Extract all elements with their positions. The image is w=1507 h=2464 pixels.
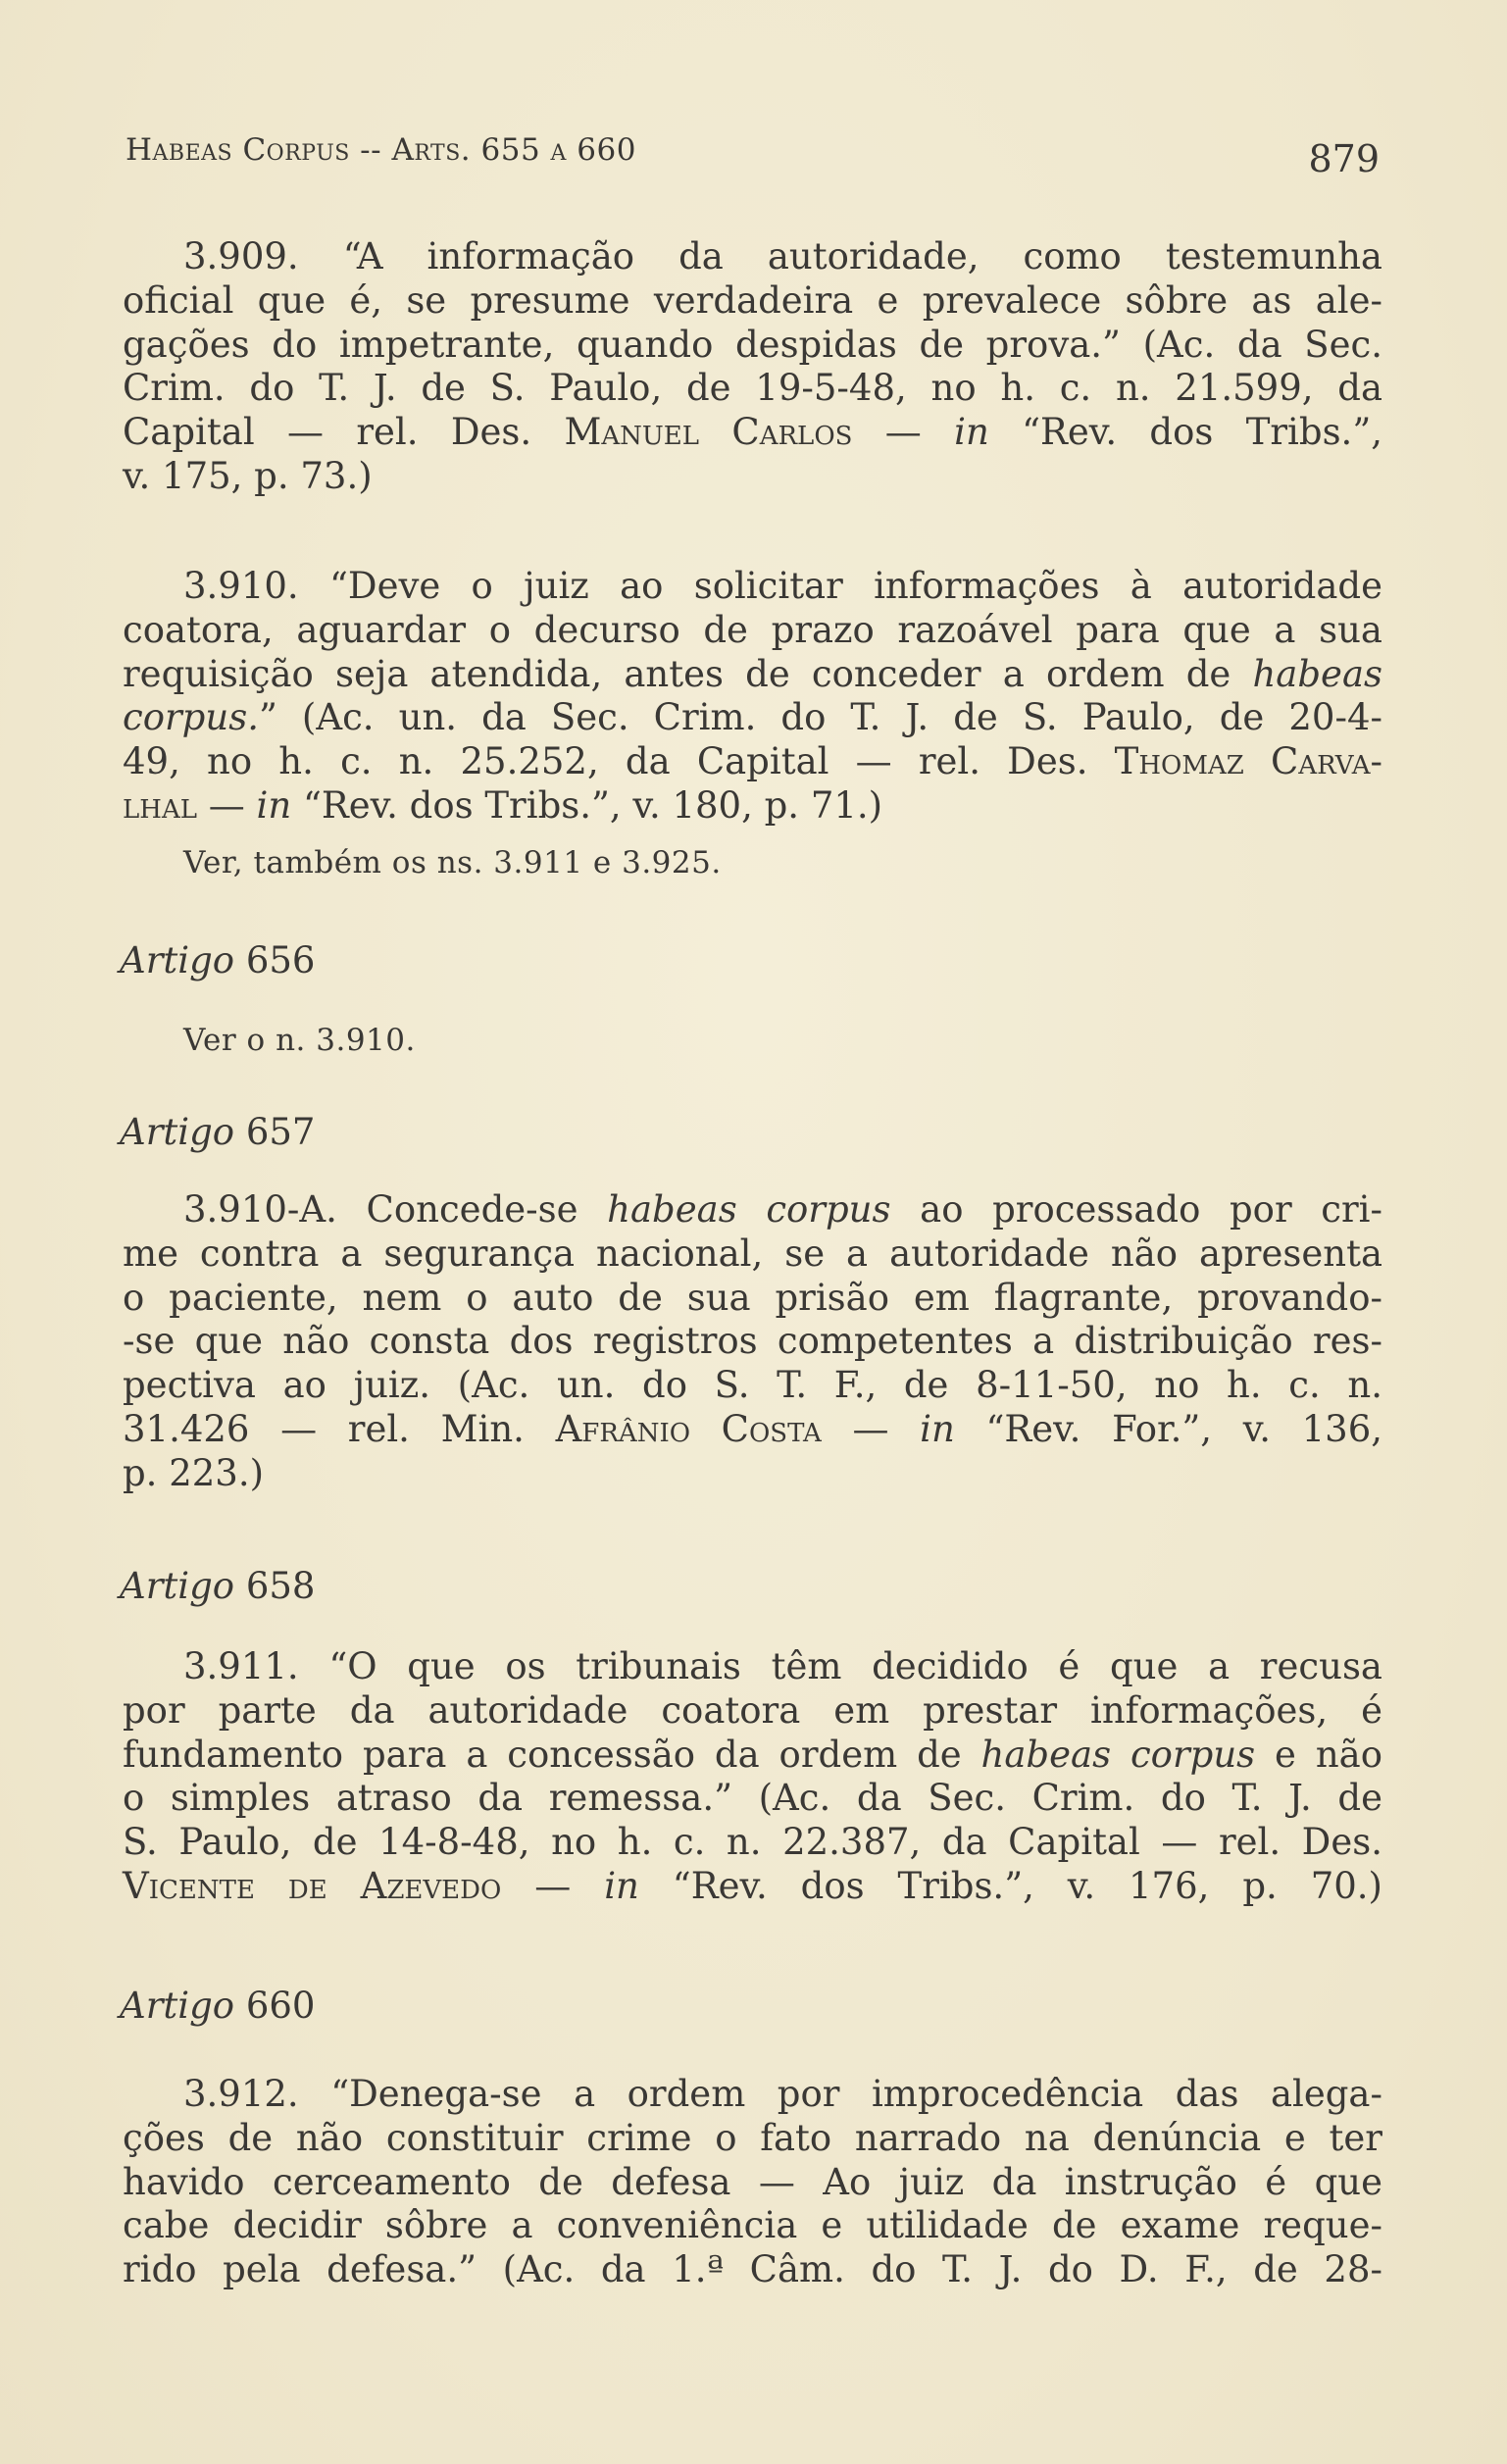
text-line: cabe decidir sôbre a conveniência e utilidade de exame reque-	[123, 2204, 1382, 2247]
text-line	[123, 1408, 1382, 1452]
text-run: habeas	[1252, 652, 1382, 695]
text-run: habeas corpus	[980, 1733, 1256, 1776]
text-run: “Rev. dos Tribs.”, v. 180, p. 71.)	[291, 783, 883, 827]
text-run: —	[196, 783, 257, 827]
judge-name: Vicente de Azevedo	[123, 1864, 502, 1907]
text-line: -se que não consta dos registros competentes a distribuição res-	[123, 1320, 1382, 1363]
text-run: “Rev. dos Tribs.”, v. 176, p. 70.)	[638, 1864, 1382, 1907]
text-line	[123, 411, 1382, 455]
entry-3912	[123, 2073, 1382, 2292]
text-run: fundamento para a concessão da ordem de	[123, 1733, 981, 1776]
text-line: oficial que é, se presume verdadeira e prevalece sôbre as ale-	[123, 278, 1382, 322]
text-run: requisição seja atendida, antes de conceder a ordem de	[123, 652, 1253, 695]
text-run: 49, no h. c. n. 25.252, da Capital — rel. Des.	[123, 740, 1115, 783]
text-run: —	[501, 1864, 605, 1907]
text-run: in	[256, 783, 292, 827]
article-number: 657	[245, 1111, 316, 1153]
judge-name: Thomaz Carva-	[1114, 740, 1383, 783]
article-label: Artigo	[120, 1985, 235, 2027]
text-line	[123, 740, 1382, 784]
text-line: p. 223.)	[123, 1451, 265, 1494]
page-number: 879	[1308, 137, 1380, 180]
text-line	[123, 653, 1382, 697]
text-line: S. Paulo, de 14-8-48, no h. c. n. 22.387, da Capital — rel. Des.	[123, 1821, 1382, 1864]
text-line: me contra a segurança nacional, se a autoridade não apresenta	[123, 1232, 1382, 1275]
text-run: Capital — rel. Des.	[123, 411, 565, 454]
article-label: Artigo	[120, 939, 235, 981]
judge-name: Afrânio Costa	[555, 1407, 822, 1450]
text-run: —	[821, 1407, 921, 1450]
article-number: 660	[245, 1985, 316, 2027]
text-line	[123, 1865, 1382, 1909]
text-run: ao processado por cri-	[890, 1188, 1383, 1231]
judge-name: lhal	[123, 783, 197, 827]
text-line: havido cerceamento de defesa — Ao juiz da instrução é que	[123, 2160, 1382, 2203]
text-run: —	[852, 411, 955, 454]
text-line: 3.909. “A informação da autoridade, como testemunha	[183, 235, 1382, 277]
article-number: 656	[245, 939, 316, 981]
entry-3909	[123, 235, 1382, 499]
text-run: in	[920, 1407, 955, 1450]
text-run: in	[954, 411, 989, 454]
text-line: por parte da autoridade coatora em prestar informações, é	[123, 1688, 1382, 1732]
text-run: “Rev. For.”, v. 136,	[954, 1407, 1383, 1450]
text-run: “Rev. dos Tribs.”,	[988, 411, 1382, 454]
entry-3910a	[123, 1188, 1382, 1496]
text-run: 3.910-A. Concede-se	[183, 1188, 608, 1231]
text-run: ” (Ac. un. da Sec. Crim. do T. J. de S. Paulo, de 20-4-	[258, 696, 1382, 739]
running-title-part-a: Habeas Corpus	[126, 132, 350, 168]
text-run: habeas corpus	[607, 1188, 891, 1231]
text-line: 3.911. “O que os tribunais têm decidido é que a recusa	[183, 1645, 1382, 1687]
text-run: 31.426 — rel. Min.	[123, 1407, 556, 1450]
text-line: gações do impetrante, quando despidas de prova.” (Ac. da Sec.	[123, 323, 1382, 366]
text-run: e não	[1255, 1733, 1382, 1776]
article-heading-658	[120, 1565, 315, 1607]
judge-name: Manuel Carlos	[564, 411, 853, 454]
text-line: v. 175, p. 73.)	[123, 454, 373, 497]
text-line	[123, 784, 1382, 829]
running-header	[126, 132, 636, 168]
text-line: 3.910. “Deve o juiz ao solicitar informações à autoridade	[183, 565, 1382, 607]
text-line: Crim. do T. J. de S. Paulo, de 19-5-48, no h. c. n. 21.599, da	[123, 367, 1382, 410]
entry-3911	[123, 1645, 1382, 1909]
see-also-note: Ver, também os ns. 3.911 e 3.925.	[183, 845, 722, 880]
text-line: rido pela defesa.” (Ac. da 1.ª Câm. do T. J. do D. F., de 28-	[123, 2248, 1382, 2291]
article-heading-660	[120, 1985, 315, 2027]
text-line: o simples atraso da remessa.” (Ac. da Sec. Crim. do T. J. de	[123, 1777, 1382, 1820]
see-also-note: Ver o n. 3.910.	[183, 1023, 416, 1058]
running-title-separator: --	[349, 132, 392, 168]
article-number: 658	[245, 1565, 316, 1607]
running-title-part-b: Arts. 655 a 660	[391, 132, 636, 168]
text-line: pectiva ao juiz. (Ac. un. do S. T. F., de 8-11-50, no h. c. n.	[123, 1364, 1382, 1407]
text-line	[123, 696, 1382, 740]
text-line	[123, 1734, 1382, 1778]
article-heading-656	[120, 939, 315, 981]
entry-3910	[123, 565, 1382, 829]
article-label: Artigo	[120, 1111, 235, 1153]
article-label: Artigo	[120, 1565, 235, 1607]
text-line	[123, 1188, 1382, 1232]
text-line: ções de não constituir crime o fato narrado na denúncia e ter	[123, 2116, 1382, 2159]
article-heading-657	[120, 1111, 315, 1153]
text-line: o paciente, nem o auto de sua prisão em flagrante, provando-	[123, 1276, 1382, 1319]
text-run: in	[604, 1864, 639, 1907]
text-line: 3.912. “Denega-se a ordem por improcedência das alega-	[183, 2073, 1382, 2115]
text-run: corpus.	[123, 696, 259, 739]
text-line: coatora, aguardar o decurso de prazo razoável para que a sua	[123, 608, 1382, 651]
